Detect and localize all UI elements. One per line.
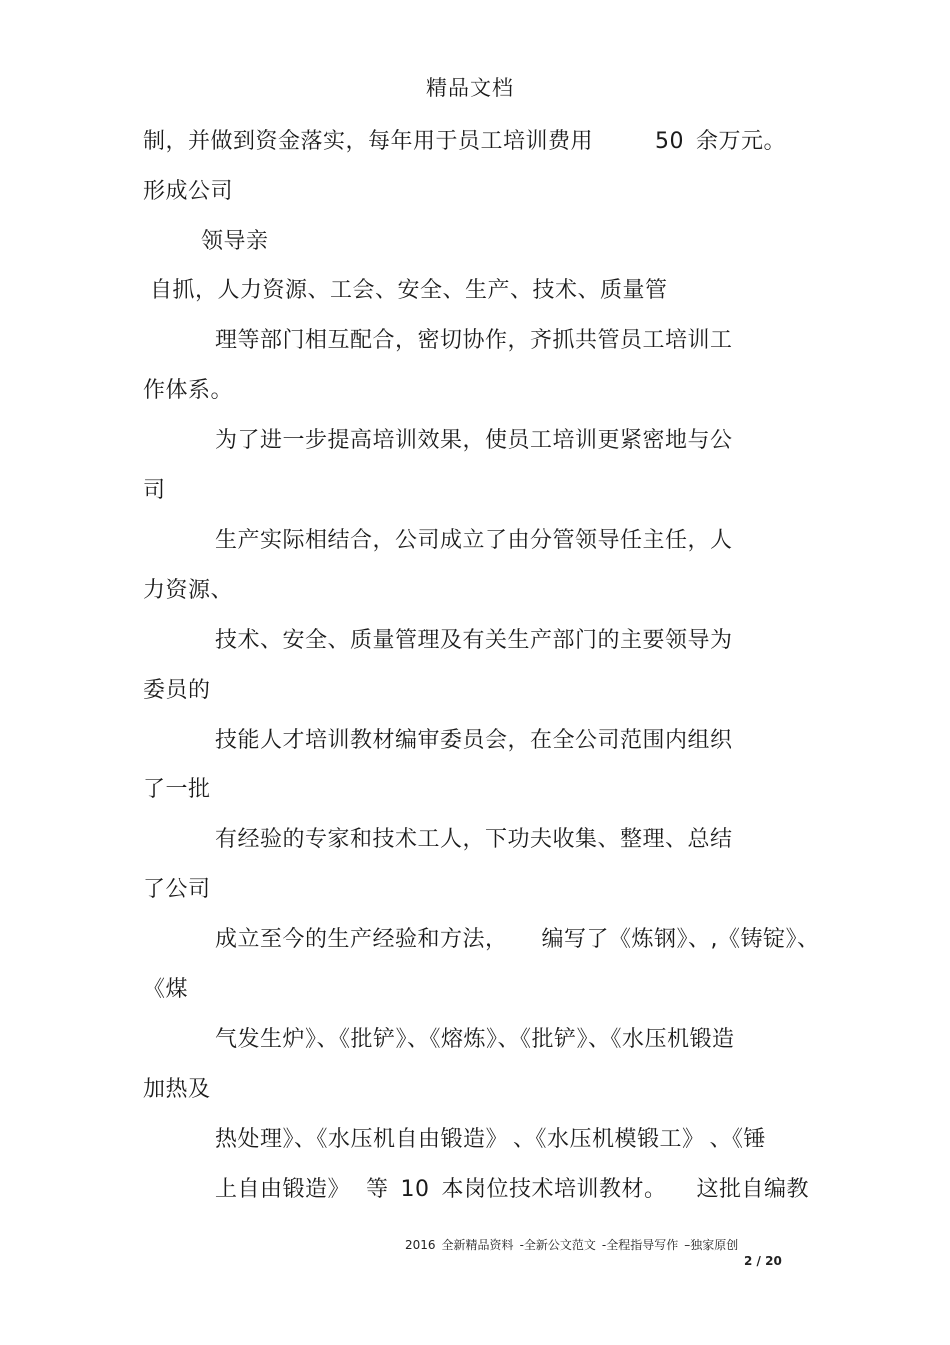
text-line-15: 有经验的专家和技术工人，下功夫收集、整理、总结 bbox=[215, 827, 733, 852]
text-segment: 、《水压机模锻工》 bbox=[513, 1127, 694, 1152]
text-line-1 bbox=[143, 127, 786, 157]
text-line-3: 领导亲 bbox=[201, 229, 269, 254]
footer-text: 全新精品资料 bbox=[441, 1238, 514, 1252]
footer-text: -全新公文范文 bbox=[519, 1238, 596, 1252]
text-line-18: 《煤 bbox=[143, 977, 189, 1002]
page-footer bbox=[405, 1236, 744, 1253]
text-segment: 编写了《炼钢》、,《铸锭》、 bbox=[541, 927, 820, 952]
footer-text: -全程指导写作 bbox=[601, 1238, 679, 1252]
count-value: 10 bbox=[400, 1177, 430, 1202]
text-line-17 bbox=[215, 925, 820, 955]
text-segment: 热处理》、《水压机自由锻造》 bbox=[215, 1127, 498, 1152]
footer-year: 2016 bbox=[405, 1238, 436, 1252]
text-segment: 制，并做到资金落实，每年用于员工培训费用 bbox=[143, 129, 594, 154]
text-line-19: 气发生炉》、《批铲》、《熔炼》、《批铲》、《水压机锻造 bbox=[215, 1027, 735, 1052]
text-segment: 这批自编教 bbox=[696, 1177, 810, 1202]
text-line-20: 加热及 bbox=[143, 1077, 211, 1102]
text-line-21 bbox=[215, 1125, 766, 1155]
text-line-9: 生产实际相结合，公司成立了由分管领导任主任，人 bbox=[215, 528, 733, 553]
text-segment: 本岗位技术培训教材。 bbox=[441, 1177, 667, 1202]
footer-text: –独家原创 bbox=[684, 1238, 739, 1252]
text-line-6: 作体系。 bbox=[143, 378, 234, 403]
page-number: 2 / 20 bbox=[744, 1254, 782, 1268]
text-line-7: 为了进一步提高培训效果，使员工培训更紧密地与公 bbox=[215, 428, 733, 453]
text-line-5: 理等部门相互配合，密切协作，齐抓共管员工培训工 bbox=[215, 328, 733, 353]
text-segment: 、《锤 bbox=[709, 1127, 767, 1152]
text-segment: 等 bbox=[366, 1177, 389, 1202]
page-header-title: 精品文档 bbox=[426, 76, 514, 100]
text-line-8: 司 bbox=[143, 478, 166, 503]
text-line-4: 自抓，人力资源、工会、安全、生产、技术、质量管 bbox=[150, 278, 668, 303]
text-segment: 成立至今的生产经验和方法， bbox=[215, 927, 508, 952]
text-segment: 上自由锻造》 bbox=[215, 1177, 351, 1202]
text-line-14: 了一批 bbox=[143, 777, 211, 802]
text-line-16: 了公司 bbox=[143, 877, 211, 902]
text-line-22 bbox=[215, 1175, 809, 1205]
text-line-12: 委员的 bbox=[143, 678, 211, 703]
amount-value: 50 bbox=[655, 129, 685, 154]
text-line-11: 技术、安全、质量管理及有关生产部门的主要领导为 bbox=[215, 628, 733, 653]
text-segment: 余万元。 bbox=[696, 129, 787, 154]
text-line-10: 力资源、 bbox=[143, 578, 234, 603]
text-line-2: 形成公司 bbox=[143, 179, 234, 204]
text-line-13: 技能人才培训教材编审委员会，在全公司范围内组织 bbox=[215, 728, 733, 753]
